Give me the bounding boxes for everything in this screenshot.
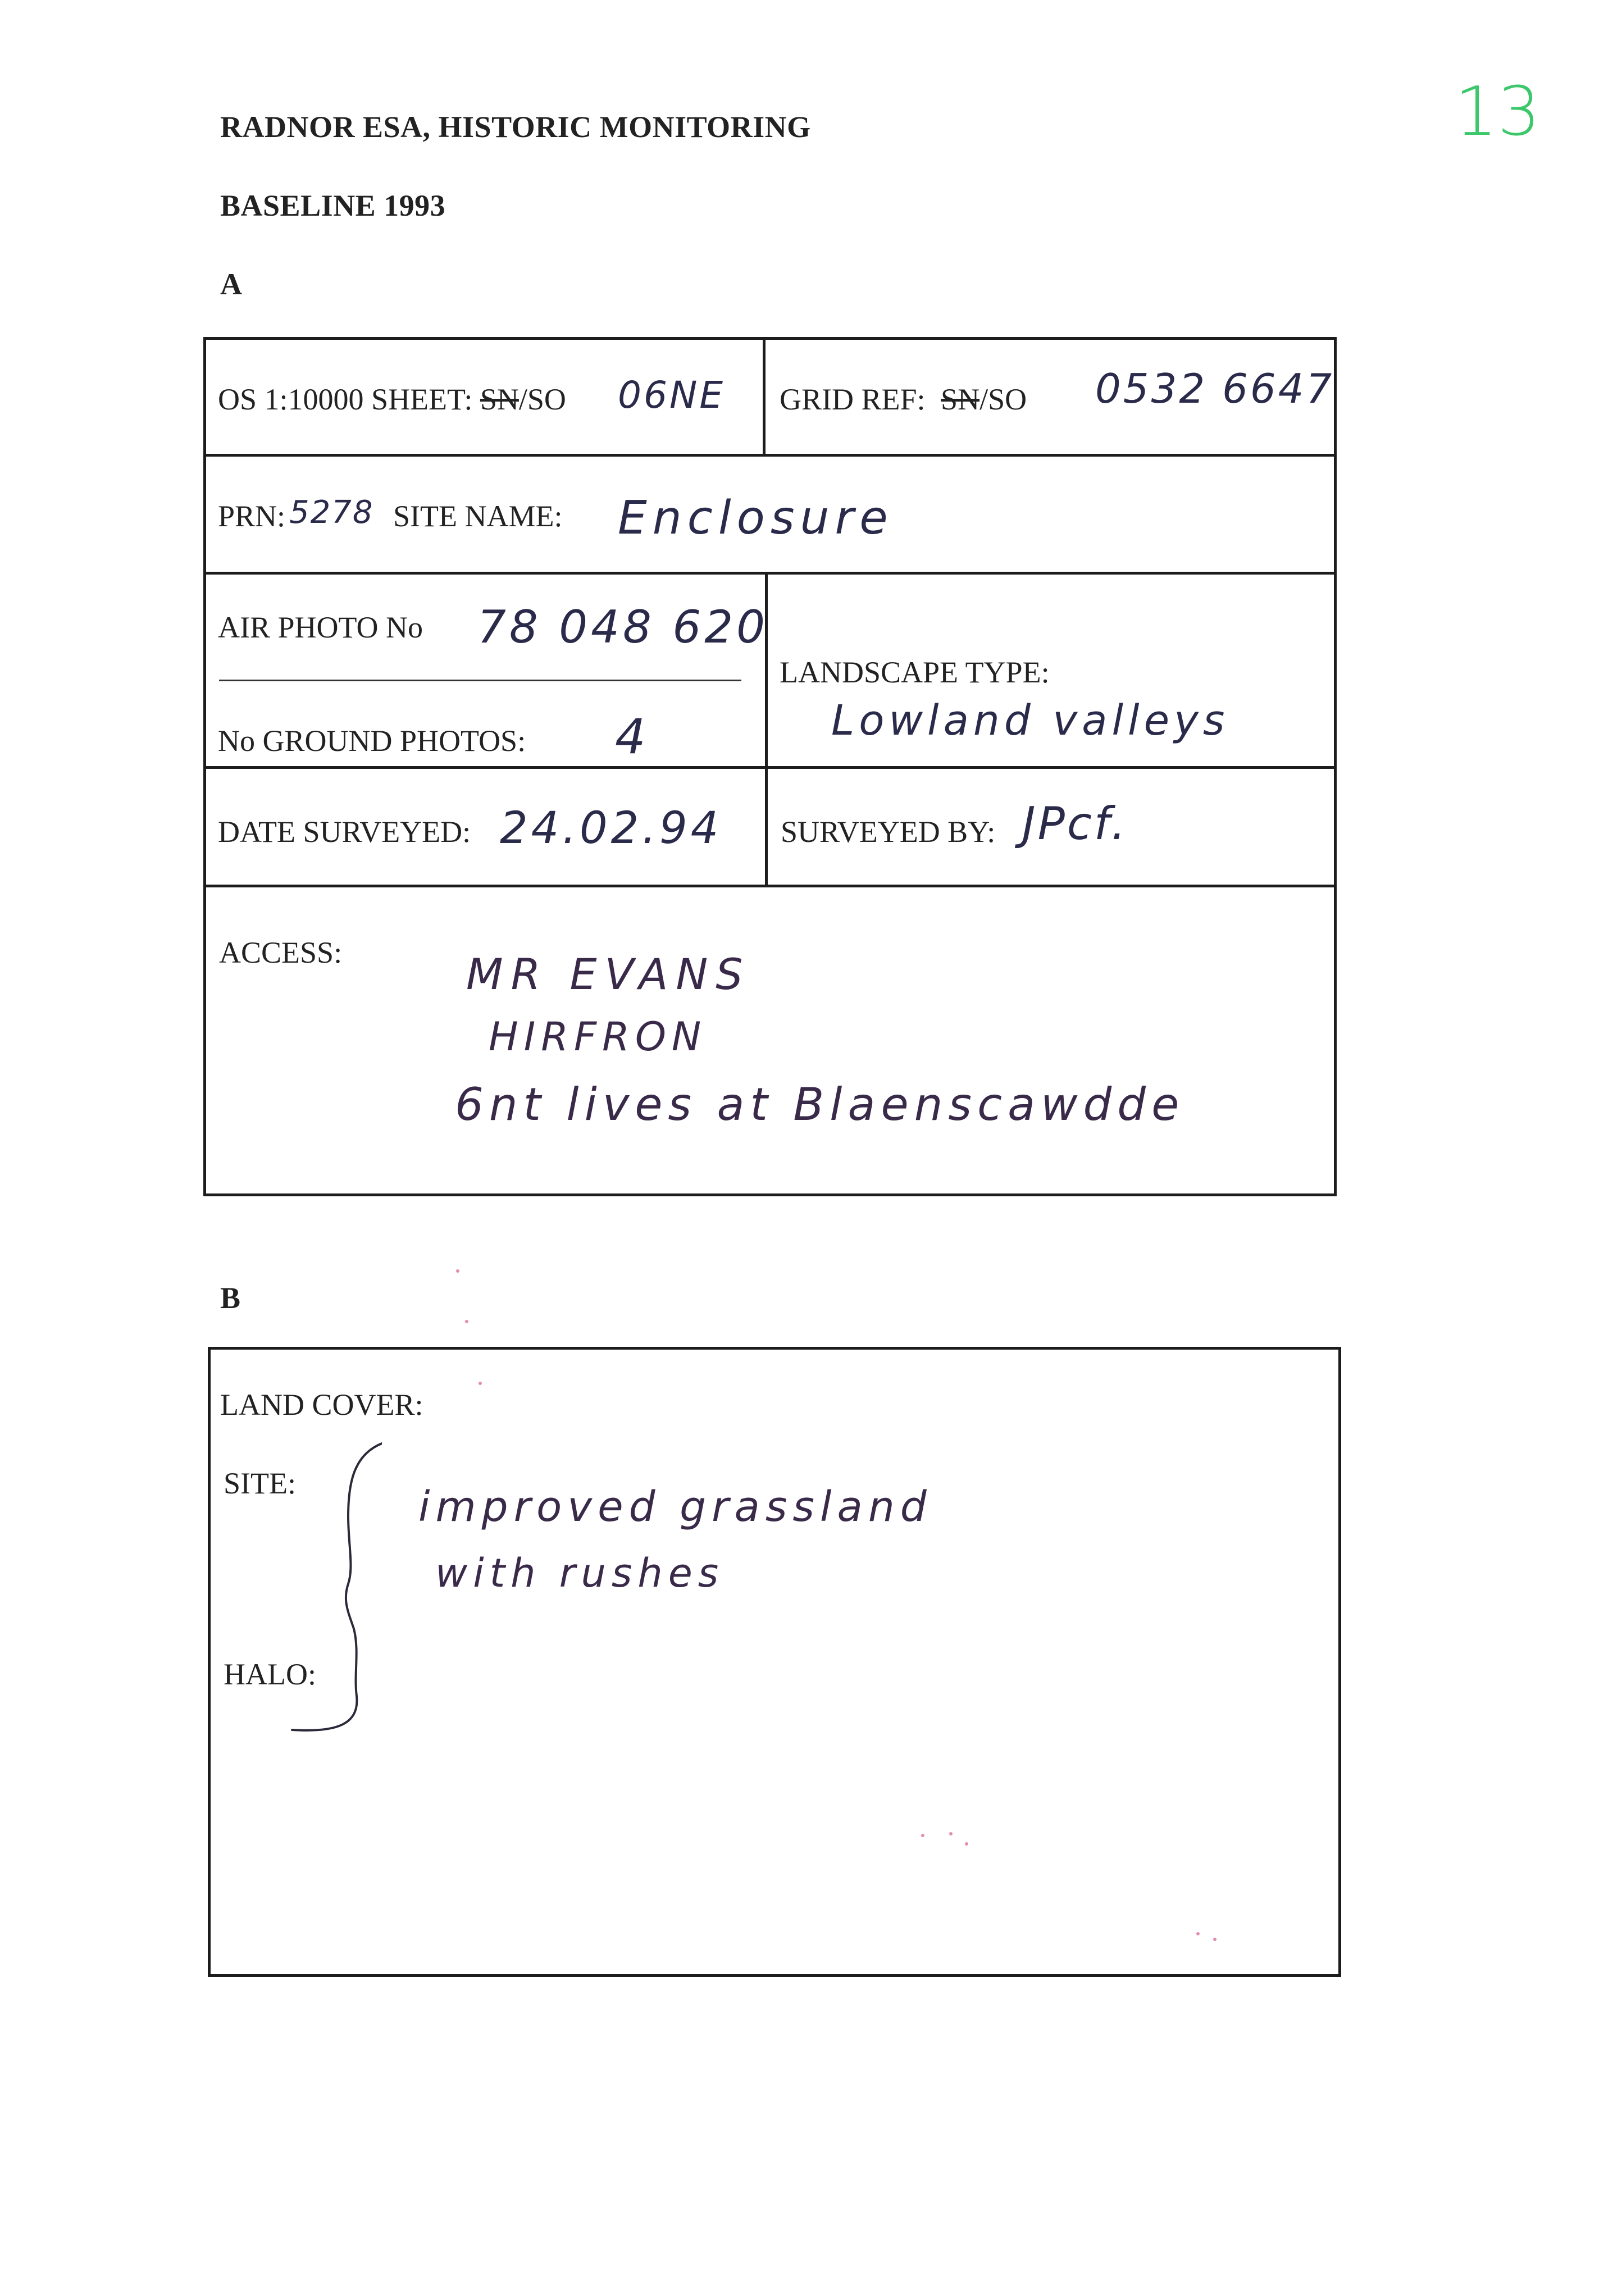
section-b-heading: B bbox=[220, 1281, 241, 1315]
site-cover-line: with rushes bbox=[435, 1550, 725, 1596]
air-photo-value: 78 048 620 bbox=[477, 601, 769, 653]
row-divider bbox=[203, 885, 1337, 887]
bracket-mark bbox=[270, 1438, 382, 1741]
site-cover-line: improved grassland bbox=[418, 1483, 932, 1531]
sheet-value: 06NE bbox=[618, 373, 726, 417]
baseline-heading: BASELINE 1993 bbox=[220, 189, 446, 222]
access-line: MR EVANS bbox=[466, 949, 751, 999]
ground-photos-label: No GROUND PHOTOS: bbox=[218, 724, 526, 758]
column-divider bbox=[763, 337, 766, 455]
ink-speck bbox=[921, 1834, 924, 1837]
site-name-value: Enclosure bbox=[618, 491, 894, 545]
section-a-heading: A bbox=[220, 267, 243, 301]
grid-ref-struck-prefix: SN bbox=[941, 382, 980, 416]
sheet-suffix: /SO bbox=[518, 382, 566, 416]
date-surveyed-label: DATE SURVEYED: bbox=[218, 815, 471, 849]
row-divider bbox=[203, 454, 1337, 457]
halo-label: HALO: bbox=[224, 1657, 316, 1691]
prn-value: 5278 bbox=[289, 494, 374, 531]
air-photo-underline bbox=[219, 680, 741, 681]
ink-speck bbox=[949, 1832, 953, 1835]
ink-speck bbox=[1213, 1938, 1216, 1941]
prn-label: PRN: bbox=[218, 499, 286, 533]
access-line: 6nt lives at Blaenscawdde bbox=[455, 1078, 1185, 1131]
sheet-label: OS 1:10000 SHEET: bbox=[218, 382, 473, 416]
page-title: RADNOR ESA, HISTORIC MONITORING bbox=[220, 110, 811, 144]
access-label: ACCESS: bbox=[219, 936, 343, 969]
grid-ref-field bbox=[780, 382, 1027, 417]
surveyed-by-value: JPcf. bbox=[1022, 798, 1128, 850]
sheet-struck-prefix: SN bbox=[480, 382, 519, 416]
air-photo-label: AIR PHOTO No bbox=[218, 611, 423, 644]
ink-speck bbox=[456, 1269, 459, 1273]
site-name-label: SITE NAME: bbox=[393, 499, 563, 533]
grid-ref-value: 0532 6647 bbox=[1095, 365, 1334, 412]
grid-ref-label: GRID REF: bbox=[780, 382, 926, 416]
ink-speck bbox=[1196, 1932, 1200, 1935]
ink-speck bbox=[465, 1320, 468, 1323]
land-cover-label: LAND COVER: bbox=[220, 1388, 423, 1422]
landscape-type-value: Lowland valleys bbox=[831, 696, 1229, 745]
ink-speck bbox=[965, 1842, 968, 1846]
row-divider bbox=[203, 572, 1337, 575]
grid-ref-suffix: /SO bbox=[979, 382, 1027, 416]
site-label: SITE: bbox=[224, 1466, 296, 1500]
ink-speck bbox=[479, 1382, 482, 1385]
surveyed-by-label: SURVEYED BY: bbox=[781, 815, 996, 849]
date-surveyed-value: 24.02.94 bbox=[500, 803, 722, 854]
landscape-type-label: LANDSCAPE TYPE: bbox=[780, 655, 1050, 689]
row-divider bbox=[203, 766, 1337, 769]
ground-photos-value: 4 bbox=[615, 709, 648, 765]
sheet-field bbox=[218, 382, 566, 417]
page-number: 13 bbox=[1455, 73, 1541, 151]
access-line: HIRFRON bbox=[489, 1014, 707, 1060]
